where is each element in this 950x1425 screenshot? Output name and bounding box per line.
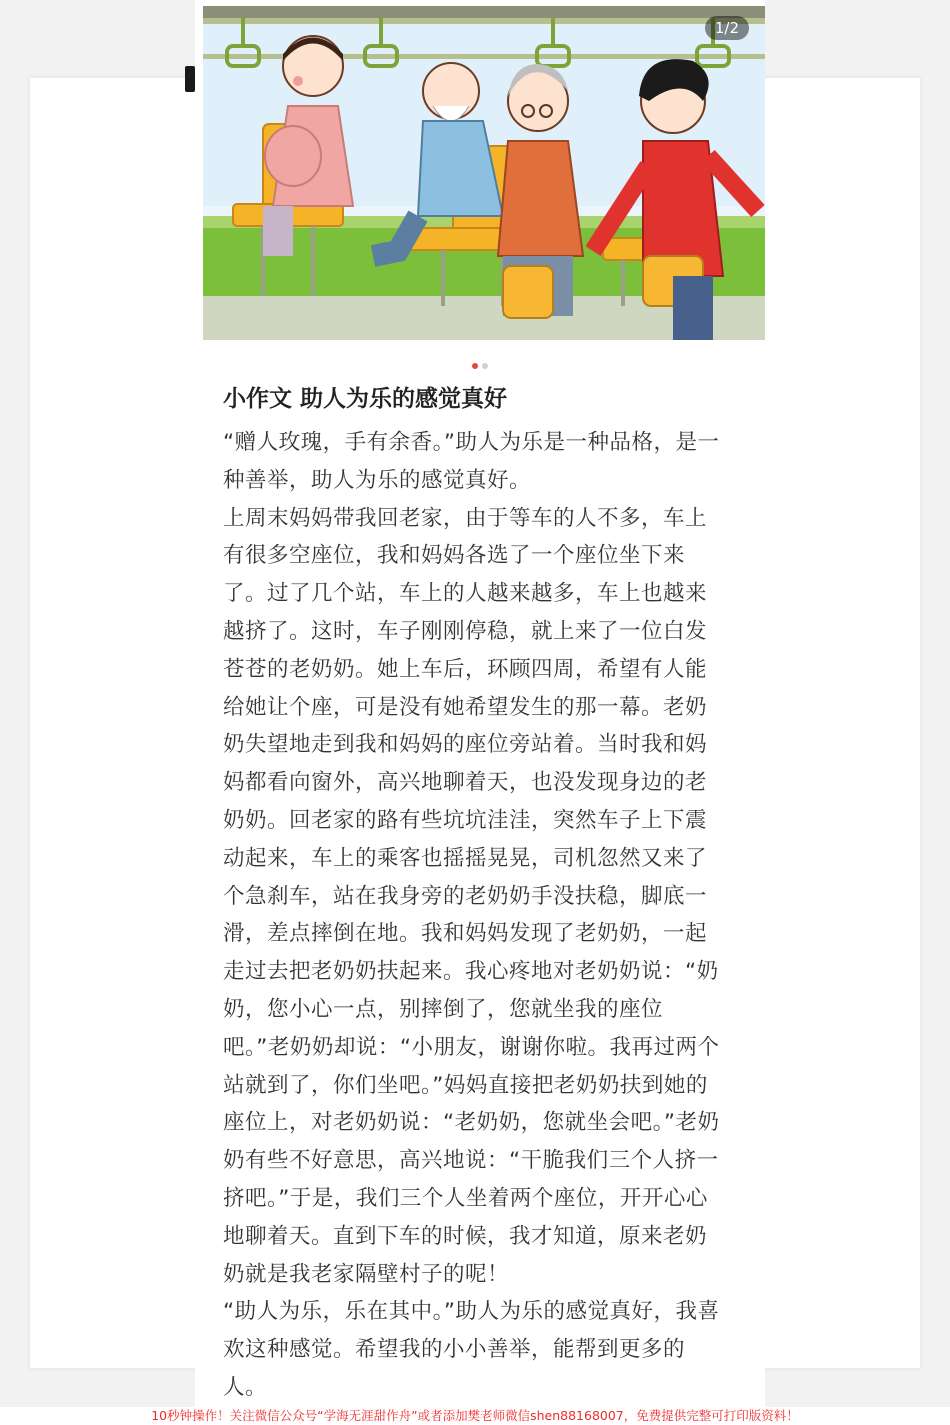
image-carousel[interactable] — [203, 6, 765, 340]
paragraph-intro: “赠人玫瑰，手有余香。”助人为乐是一种品格，是一种善举，助人为乐的感觉真好。 — [223, 430, 720, 493]
page-counter: 1/2 — [705, 16, 749, 40]
window-edge — [185, 66, 195, 92]
carousel-dot-active[interactable] — [472, 363, 478, 369]
paragraph-story: 上周末妈妈带我回老家，由于等车的人不多，车上有很多空座位，我和妈妈各选了一个座位坐下来了。过了几个站，车上的人越来越多，车上也越来越挤了。这时，车子刚刚停稳，就上来了一位白发苍苍的老奶奶。她上车后，环顾四周，希望有人能给她让个座，可是没有她希望发生的那一幕。老奶奶失望地走到我和妈妈的座位旁站着。当时我和妈妈都看向窗外，高兴地聊着天，也没发现身边的老奶奶。回老家的路有些坑坑洼洼，突然车子上下震动起来，车上的乘客也摇摇晃晃，司机忽然又来了个急刹车，站在我身旁的老奶奶手没扶稳，脚底一滑，差点摔倒在地。我和妈妈发现了老奶奶，一起走过去把老奶奶扶起来。我心疼地对老奶奶说：“奶奶，您小心一点，别摔倒了，您就坐我的座位吧。”老奶奶却说：“小朋友，谢谢你啦。我再过两个站就到了，你们坐吧。”妈妈直接把老奶奶扶到她的座位上，对老奶奶说：“老奶奶，您就坐会吧。”老奶奶有些不好意思，高兴地说：“干脆我们三个人挤一挤吧。”于是，我们三个人坐着两个座位，开开心心地聊着天。直到下车的时候，我才知道，原来老奶奶就是我老家隔壁村子的呢！ — [223, 505, 720, 1287]
paragraph-conclusion: “助人为乐，乐在其中。”助人为乐的感觉真好，我喜欢这种感觉。希望我的小小善举，能帮到更多的人。 — [223, 1299, 720, 1400]
carousel-dot[interactable] — [482, 363, 488, 369]
bus-scene-illustration — [203, 6, 765, 340]
footer-notice: 10秒钟操作！关注微信公众号“学海无涯甜作舟”或者添加樊老师微信shen88168007，免费提供完整可打印版资料！ — [0, 1407, 950, 1425]
article-title: 小作文 助人为乐的感觉真好 — [223, 386, 508, 412]
article-viewer — [195, 0, 765, 1425]
carousel-indicator — [195, 354, 765, 373]
article-body — [223, 424, 728, 1407]
